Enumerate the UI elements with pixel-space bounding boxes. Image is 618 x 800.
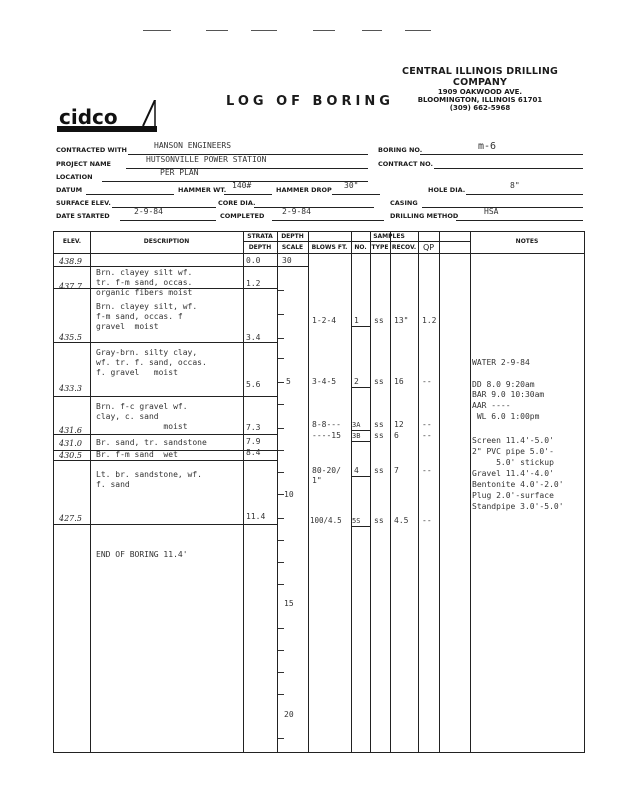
sample-type: ss xyxy=(374,466,384,475)
sample-qp: 1.2 xyxy=(422,316,437,325)
scan-dash xyxy=(313,30,335,31)
surface-elev-label: SURFACE ELEV. xyxy=(56,199,111,207)
company-block xyxy=(375,66,585,112)
scale-mark: 20 xyxy=(284,710,294,719)
strata-depth: 7.9 xyxy=(246,437,261,446)
sample-qp: -- xyxy=(422,431,432,440)
drilling-method-label: DRILLING METHOD xyxy=(390,212,459,220)
casing-label: CASING xyxy=(390,199,418,207)
page-title: LOG OF BORING xyxy=(226,94,394,109)
note-line: 5.0' stickup xyxy=(472,458,554,467)
sample-no: 1 xyxy=(354,316,359,325)
note-line: BAR 9.0 10:30am xyxy=(472,390,545,399)
col-elev: ELEV. xyxy=(62,238,82,245)
company-phone: (309) 662-5968 xyxy=(449,104,511,112)
col-recov: RECOV. xyxy=(391,244,417,251)
sample-recov: 13" xyxy=(394,316,409,325)
scale-mark: 15 xyxy=(284,599,294,608)
hammer-drop-value: 30" xyxy=(344,181,359,190)
strata-depth: 5.6 xyxy=(246,380,261,389)
scan-dash xyxy=(251,30,277,31)
completed-label: COMPLETED xyxy=(220,212,265,220)
scan-dash xyxy=(405,30,431,31)
drilling-method-value: HSA xyxy=(484,207,499,216)
elevation-value: 430.5 xyxy=(59,451,82,460)
sample-no: 2 xyxy=(354,377,359,386)
sample-type: ss xyxy=(374,377,384,386)
col-notes: NOTES xyxy=(515,238,539,245)
location-value: PER PLAN xyxy=(160,168,199,177)
location-label: LOCATION xyxy=(56,173,93,181)
logo-text: cidco xyxy=(59,105,118,129)
col-type: TYPE xyxy=(371,244,389,251)
note-line: DD 8.0 9:20am xyxy=(472,380,535,389)
note-line: WL 6.0 1:00pm xyxy=(472,412,540,421)
contract-no-label: CONTRACT NO. xyxy=(378,160,433,168)
hole-dia-label: HOLE DIA. xyxy=(428,186,466,194)
hammer-wt-label: HAMMER WT. xyxy=(178,186,227,194)
sample-type: ss xyxy=(374,316,384,325)
company-city: BLOOMINGTON, ILLINOIS 61701 xyxy=(417,96,543,104)
scale-mark: 10 xyxy=(284,490,294,499)
sample-no: 5S xyxy=(352,517,361,525)
datum-label: DATUM xyxy=(56,186,83,194)
boring-log-table xyxy=(53,231,585,753)
elevation-value: 431.0 xyxy=(59,439,82,448)
strata-depth: 1.2 xyxy=(246,279,261,288)
company-name: CENTRAL ILLINOIS DRILLING COMPANY xyxy=(402,66,558,88)
stratum-description: Brn. clayey silt wf. tr. f-m sand, occas. organic fibers moist xyxy=(96,268,193,297)
col-scale: SCALE xyxy=(281,244,304,251)
elevation-value: 433.3 xyxy=(59,384,82,393)
col-description: DESCRIPTION xyxy=(143,238,190,245)
elevation-value: 437.7 xyxy=(59,282,82,291)
strata-depth: 3.4 xyxy=(246,333,261,342)
strata-depth: 8.4 xyxy=(246,448,261,457)
note-line: Screen 11.4'-5.0' xyxy=(472,436,554,445)
sample-qp: -- xyxy=(422,516,432,525)
col-qp: QP xyxy=(422,243,435,252)
col-depth: DEPTH xyxy=(281,233,304,240)
stratum-description: Brn. clayey silt, wf. f-m sand, occas. f gravel moist xyxy=(96,302,198,331)
date-started-label: DATE STARTED xyxy=(56,212,110,220)
note-line: AAR ---- xyxy=(472,401,511,410)
elevation-value: 427.5 xyxy=(59,514,82,523)
stratum-description: Gray-brn. silty clay, wf. tr. f. sand, occas. f. gravel moist xyxy=(96,348,207,377)
sample-blows: 8-8--- xyxy=(312,420,341,429)
note-line: Plug 2.0'-surface xyxy=(472,491,554,500)
core-dia-label: CORE DIA. xyxy=(218,199,256,207)
col-no: NO. xyxy=(354,244,367,251)
contracted-with-label: CONTRACTED WITH xyxy=(56,146,127,154)
note-line: Gravel 11.4'-4.0' xyxy=(472,469,554,478)
contracted-with-value: HANSON ENGINEERS xyxy=(154,141,232,150)
company-address: 1909 OAKWOOD AVE. xyxy=(437,88,523,96)
boring-no-value: m-6 xyxy=(478,141,497,152)
strata-depth: 7.3 xyxy=(246,423,261,432)
elevation-value: 431.6 xyxy=(59,426,82,435)
sample-blows: 3-4-5 xyxy=(312,377,337,386)
stratum-description: Lt. br. sandstone, wf. f. sand xyxy=(96,470,202,489)
col-samples: SAMPLES xyxy=(373,233,405,240)
sample-blows: 1-2-4 xyxy=(312,316,337,325)
hole-dia-value: 8" xyxy=(510,181,520,190)
boring-no-label: BORING NO. xyxy=(378,146,423,154)
sample-no: 3B xyxy=(352,432,361,440)
stratum-description: Br. sand, tr. sandstone xyxy=(96,438,207,447)
note-line: Standpipe 3.0'-5.0' xyxy=(472,502,564,511)
stratum-description: Brn. f-c gravel wf. clay, c. sand moist xyxy=(96,402,188,431)
sample-qp: -- xyxy=(422,420,432,429)
date-started-value: 2-9-84 xyxy=(134,207,163,216)
scan-dash xyxy=(362,30,382,31)
sample-qp: -- xyxy=(422,377,432,386)
drill-rig-logo-icon xyxy=(57,100,157,134)
sample-no: 4 xyxy=(354,466,359,475)
strata-depth: 11.4 xyxy=(246,512,266,521)
sample-recov: 7 xyxy=(394,466,399,475)
sample-recov: 16 xyxy=(394,377,404,386)
note-line: 2" PVC pipe 5.0'- xyxy=(472,447,554,456)
elevation-value: 435.5 xyxy=(59,333,82,342)
strata-depth: 0.0 xyxy=(246,256,261,265)
col-strata: STRATA xyxy=(247,233,273,240)
sample-qp: -- xyxy=(422,466,432,475)
sample-recov: 12 xyxy=(394,420,404,429)
note-line: Bentonite 4.0'-2.0' xyxy=(472,480,564,489)
end-of-boring: END OF BORING 11.4' xyxy=(96,550,188,559)
sample-type: ss xyxy=(374,516,384,525)
hammer-drop-label: HAMMER DROP xyxy=(276,186,332,194)
scale-top: 30 xyxy=(282,256,292,265)
sample-type: ss xyxy=(374,420,384,429)
elevation-value: 438.9 xyxy=(59,257,82,266)
project-name-value: HUTSONVILLE POWER STATION xyxy=(146,155,267,164)
sample-type: ss xyxy=(374,431,384,440)
scale-mark: 5 xyxy=(286,377,291,386)
sample-blows: 80-20/ 1" xyxy=(312,466,341,485)
sample-no: 3A xyxy=(352,421,361,429)
col-strata-depth: DEPTH xyxy=(248,244,272,251)
hammer-wt-value: 140# xyxy=(232,181,252,190)
scan-dash xyxy=(206,30,228,31)
sample-blows: ----15 xyxy=(312,431,341,440)
project-name-label: PROJECT NAME xyxy=(56,160,111,168)
company-logo xyxy=(57,100,157,134)
completed-value: 2-9-84 xyxy=(282,207,311,216)
stratum-description: Br. f-m sand wet xyxy=(96,450,178,459)
sample-recov: 4.5 xyxy=(394,516,409,525)
sample-blows: 100/4.5 xyxy=(310,516,342,525)
col-blows: BLOWS FT. xyxy=(311,244,348,251)
scan-dash xyxy=(143,30,171,31)
note-line: WATER 2-9-84 xyxy=(472,358,530,367)
sample-recov: 6 xyxy=(394,431,399,440)
